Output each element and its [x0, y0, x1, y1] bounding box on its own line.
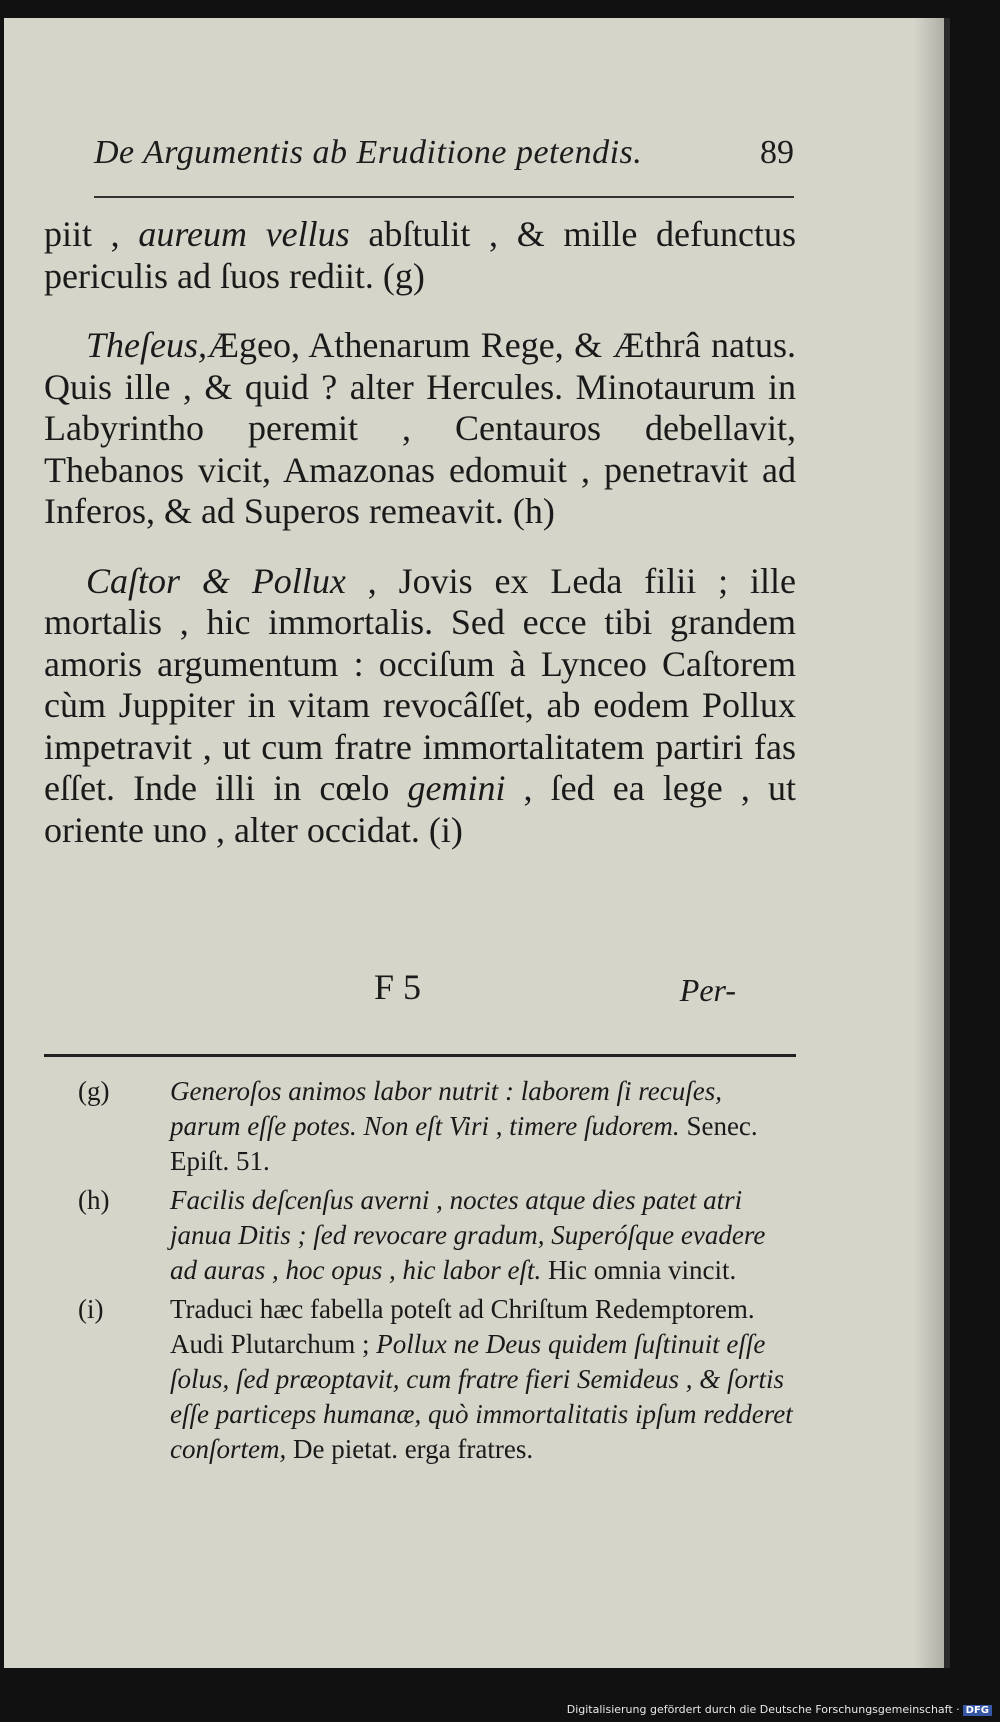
footnote-text: [170, 1292, 794, 1467]
footnotes: [78, 1074, 794, 1471]
footnote-h: [78, 1183, 794, 1288]
page-header: [94, 126, 794, 176]
catchword: Per-: [679, 972, 736, 1008]
footnote-text: [170, 1074, 794, 1179]
footnote-rule: [44, 1054, 796, 1057]
footnote-roman-b: De pietat. erga fratres.: [286, 1434, 534, 1464]
dfg-logo: DFG: [963, 1705, 992, 1716]
p1-text-b: abſtulit , & mille defunctus periculis ad ſuos rediit. (g): [44, 214, 797, 296]
footnote-g: [78, 1074, 794, 1179]
page-edge-shadow: [914, 18, 944, 1668]
p1-text-a: piit ,: [44, 214, 139, 254]
footnote-roman-a: Traduci hæc fabella poteſt ad Chriſtum Redemptorem. Audi Plutarchum ;: [170, 1294, 755, 1359]
running-title: De Argumentis ab Eruditione petendis.: [94, 134, 643, 171]
p3-text-b: , ſed ea lege , ut oriente uno , alter occidat. (i): [44, 768, 796, 850]
footnote-i: [78, 1292, 794, 1467]
p3-text-a: , Jovis ex Leda filii ; ille mortalis , hic immortalis. Sed ecce tibi grandem amoris argumentum : occiſum à Lynceo Caſtorem cùm Juppiter in vitam revocâſſet, ab eodem Pollux impetravit , ut cum fratre immortalitatem partiri fas eſſet. Inde illi in cœlo: [44, 560, 796, 808]
footnote-italic: Facilis deſcenſus averni , noctes atque dies patet atri janua Ditis ; ſed revocare gradum, Superóſque evadere ad auras , hoc opus , hic labor eſt.: [170, 1185, 766, 1285]
footnote-roman: Senec. Epiſt. 51.: [170, 1111, 758, 1176]
footnote-roman: Hic omnia vincit.: [541, 1255, 737, 1285]
footnote-italic: Pollux ne Deus quidem ſuſtinuit eſſe ſolus, ſed præoptavit, cum fratre fieri Semideus , & ſortis eſſe particeps humanæ, quò immortalitatis ipſum redderet conſortem,: [170, 1329, 793, 1464]
book-page: [4, 18, 950, 1668]
main-text: [44, 214, 796, 879]
p3-name: Caſtor & Pollux: [86, 560, 346, 601]
p3-gemini: gemini: [407, 768, 506, 808]
p2-name: Theſeus,: [86, 325, 207, 365]
footnote-mark: (g): [78, 1076, 110, 1106]
footnote-text: [170, 1183, 794, 1288]
footnote-mark: (i): [78, 1294, 104, 1324]
page-number: 89: [760, 134, 794, 171]
header-rule: [94, 196, 794, 198]
p2-text: Ægeo, Athenarum Rege, & Æthrâ natus. Quis ille , & quid ? alter Hercules. Minotaurum in Labyrintho peremit , Centauros debellavit, Thebanos vicit, Amazonas edomuit , penetravit ad Inferos, & ad Superos remeavit. (h): [44, 325, 796, 531]
footnote-italic: Generoſos animos labor nutrit : laborem ſi recuſes, parum eſſe potes. Non eſt Viri , timere ſudorem.: [170, 1076, 722, 1141]
paragraph-castor-pollux: [44, 561, 796, 852]
credit-text: Digitalisierung gefördert durch die Deutsche Forschungsgemeinschaft ·: [566, 1703, 960, 1716]
paragraph-jason: [44, 214, 796, 297]
p1-italic-phrase: aureum vellus: [138, 214, 350, 254]
signature-mark: F 5: [374, 967, 422, 1007]
footnote-mark: (h): [78, 1185, 110, 1215]
paragraph-theseus: [44, 325, 796, 533]
digitization-credit: [567, 1703, 992, 1716]
